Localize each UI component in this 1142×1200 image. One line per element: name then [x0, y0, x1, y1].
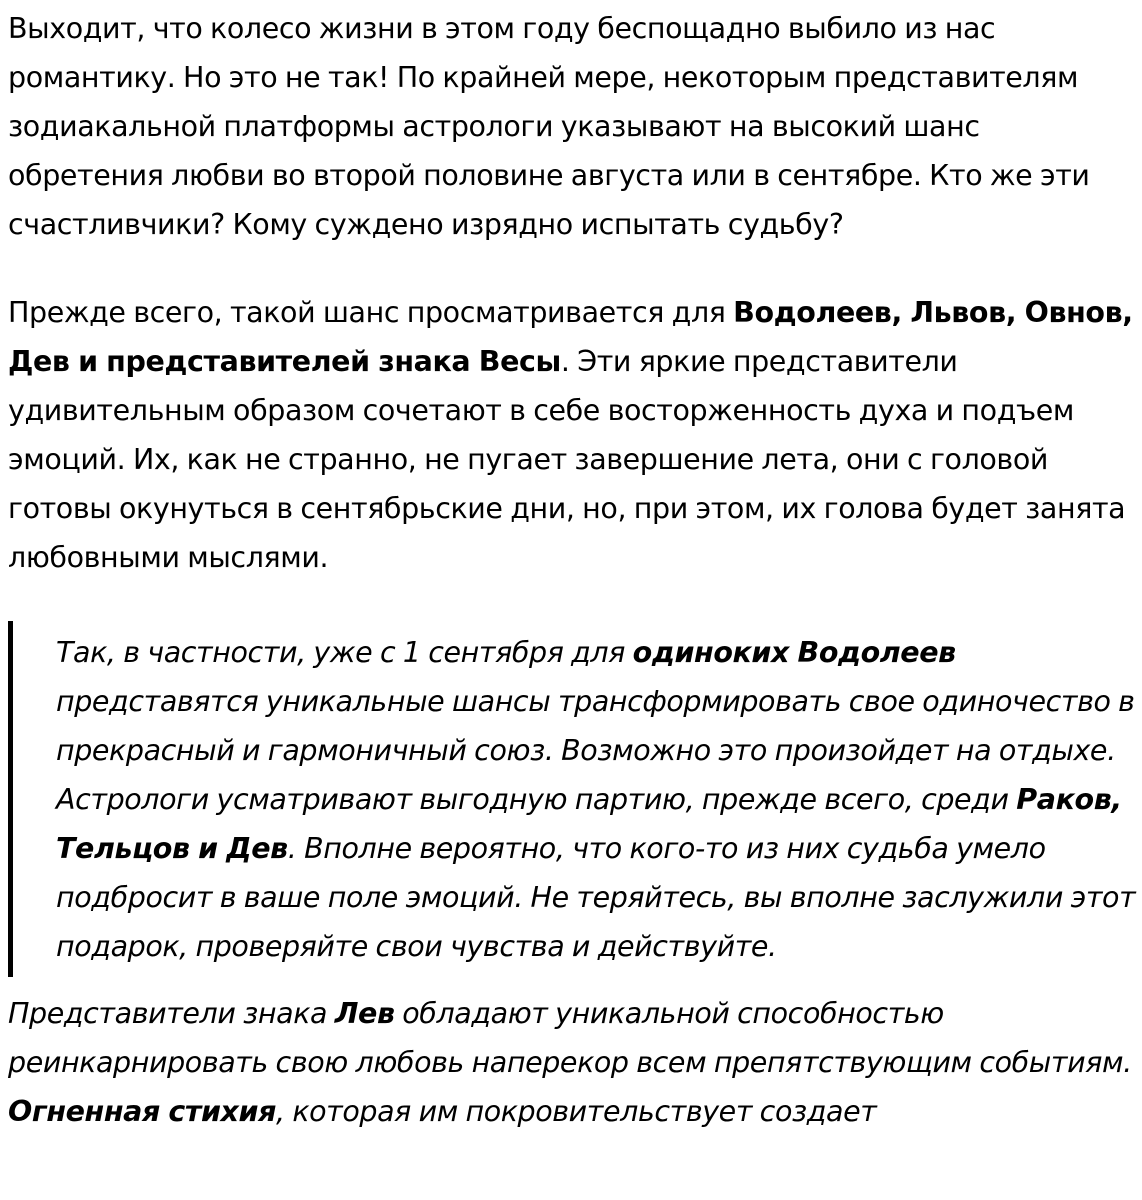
quote-highlight-signs: Раков, Тельцов и Дев — [56, 783, 1122, 865]
paragraph-signs-rest: . Эти яркие представители удивительным образом сочетают в себе восторженность духа и подъем эмоций. Их, как не странно, не пугает завершение лета, они с головой готовы окунуться в сентябрьские дни, но, при этом, их голова будет занята любовными мыслями. — [8, 345, 1126, 574]
paragraph-leo-rest: , которая им покровительствует создает — [276, 1095, 877, 1128]
quote-lead: Так, в частности, уже с 1 сентября для — [56, 636, 633, 669]
paragraph-leo — [8, 989, 1138, 1136]
paragraph-signs-lead: Прежде всего, такой шанс просматривается для — [8, 296, 734, 329]
paragraph-intro-text: Выходит, что колесо жизни в этом году беспощадно выбило из нас романтику. Но это не так! По крайней мере, некоторым представителям зодиакальной платформы астрологи указывают на высокий шанс обретения любви во второй половине августа или в сентябре. Кто же эти счастливчики? Кому суждено изрядно испытать судьбу? — [8, 12, 1090, 241]
paragraph-intro — [8, 4, 1138, 249]
quote-text — [56, 628, 1138, 971]
quote-rest: . Вполне вероятно, что кого-то из них судьба умело подбросит в ваше поле эмоций. Не теряйтесь, вы вполне заслужили этот подарок, проверяйте свои чувства и действуйте. — [56, 832, 1136, 963]
paragraph-leo-middle: обладают уникальной способностью реинкарнировать свою любовь наперекор всем препятствующим событиям. — [8, 997, 1132, 1079]
zodiac-signs-highlight: Водолеев, Львов, Овнов, Дев и представителей знака Весы — [8, 296, 1133, 378]
article-body — [8, 4, 1138, 1136]
paragraph-signs — [8, 288, 1138, 582]
paragraph-leo-lead: Представители знака — [8, 997, 335, 1030]
quote-highlight-aquarius: одиноких Водолеев — [632, 636, 956, 669]
leo-highlight: Лев — [334, 997, 395, 1030]
quote-middle: представятся уникальные шансы трансформировать свое одиночество в прекрасный и гармоничный союз. Возможно это произойдет на отдыхе. Астрологи усматривают выгодную партию, прежде всего, среди — [56, 685, 1135, 816]
blockquote-aquarius — [8, 621, 1138, 977]
fire-element-highlight: Огненная стихия — [8, 1095, 277, 1128]
